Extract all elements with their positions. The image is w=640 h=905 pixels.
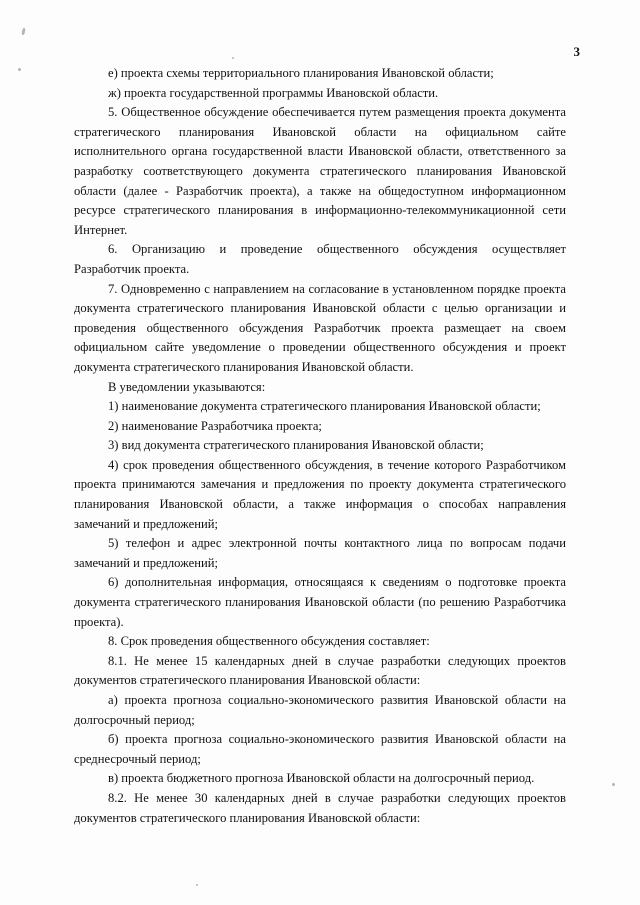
scan-artifact-speck: [18, 68, 21, 71]
paragraph: 5) телефон и адрес электронной почты контактного лица по вопросам подачи замечаний и предложений;: [74, 536, 566, 570]
page-number: 3: [573, 44, 580, 59]
paragraph: 5. Общественное обсуждение обеспечивается путем размещения проекта документа стратегического планирования Ивановской области на официальном сайте исполнительного органа государственной власти Ивановской области, ответственного за разработку соответствующего документа стратегического планирования Ивановской области (далее - Разработчик проекта), а также на общедоступном информационном ресурсе стратегического планирования в информационно-телекоммуникационной сети Интернет.: [74, 105, 566, 237]
paragraph: В уведомлении указываются:: [108, 379, 266, 394]
paragraph: в) проекта бюджетного прогноза Ивановской области на долгосрочный период.: [108, 771, 535, 786]
scan-artifact-speck: [21, 28, 25, 35]
paragraph: е) проекта схемы территориального планирования Ивановской области;: [108, 66, 494, 80]
paragraph: б) проекта прогноза социально-экономического развития Ивановской области на среднесрочный период;: [74, 732, 566, 766]
paragraph: 8.1. Не менее 15 календарных дней в случае разработки следующих проектов документов стратегического планирования Ивановской области:: [74, 653, 566, 688]
paragraph: 6. Организацию и проведение общественного обсуждения осуществляет Разработчик проекта.: [74, 242, 566, 276]
paragraph: 6) дополнительная информация, относящаяся к сведениям о подготовке проекта документа стратегического планирования Ивановской области (по решению Разработчика проекта).: [74, 575, 566, 629]
paragraph: 7. Одновременно с направлением на согласование в установленном порядке проекта документа стратегического планирования Ивановской области с целью организации и проведения общественного обсуждения Разработчик проекта размещает на своем официальном сайте уведомление о проведении общественного обсуждения и проект документа стратегического планирования Ивановской области.: [74, 281, 566, 374]
paragraph: 8. Срок проведения общественного обсуждения составляет:: [108, 634, 430, 649]
scan-artifact-speck: [232, 57, 234, 59]
paragraph: а) проекта прогноза социально-экономического развития Ивановской области на долгосрочный период;: [74, 693, 566, 727]
scan-artifact-speck: [612, 783, 615, 786]
paragraph: 4) срок проведения общественного обсуждения, в течение которого Разработчиком проекта принимаются замечания и предложения по проекту документа стратегического планирования Ивановской области, а также информация о способах направления замечаний и предложений;: [74, 457, 566, 531]
scan-artifact-speck: [196, 884, 198, 886]
paragraph: ж) проекта государственной программы Ивановской области.: [108, 85, 439, 100]
paragraph: 8.2. Не менее 30 календарных дней в случае разработки следующих проектов документов стратегического планирования Ивановской области:: [74, 790, 566, 825]
paragraph: 1) наименование документа стратегического планирования Ивановской области;: [108, 399, 541, 414]
paragraph: 3) вид документа стратегического планирования Ивановской области;: [108, 438, 484, 453]
paragraph: 2) наименование Разработчика проекта;: [108, 418, 322, 433]
document-body: [74, 64, 566, 828]
